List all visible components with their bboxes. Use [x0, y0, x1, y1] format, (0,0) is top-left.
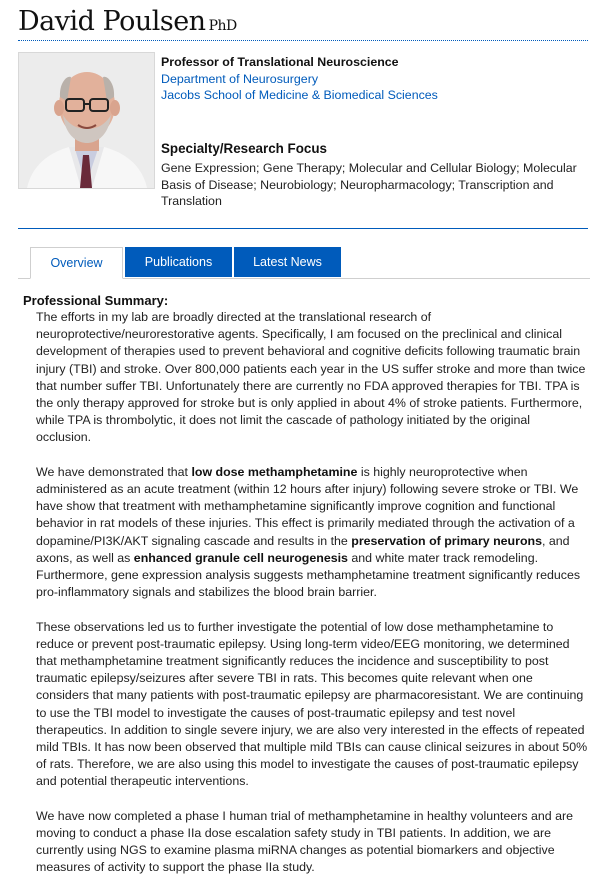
summary-paragraph-1: The efforts in my lab are broadly directed at the translational research of neuroprotective/neurorestorative agents. Specifically, I am focused on the preclinical and clinical development of therapies used to prevent behavioral and cognitive deficits following traumatic brain injury (TBI) and stroke. Over 800,000 patients each year in the US suffer stroke and more than twice that number suffer TBI. Unfortunately there are currently no FDA approved therapies for TBI. TPA is the only therapy approved for stroke but is only applied in about 4% of stroke patients. Furthermore, while TPA is thrombolytic, it does not limit the cascade of pathology initiated by the original occlusion. — [36, 310, 586, 445]
header-divider — [18, 40, 588, 41]
portrait-image — [19, 53, 154, 188]
tab-publications[interactable]: Publications — [125, 247, 232, 277]
tab-overview[interactable]: Overview — [30, 247, 123, 279]
summary-p2-bold-2: preservation of primary neurons — [351, 533, 542, 548]
profile-divider — [18, 228, 588, 229]
summary-heading: Professional Summary: — [23, 293, 169, 308]
specialty-heading: Specialty/Research Focus — [161, 140, 327, 156]
summary-p2-bold-3: enhanced granule cell neurogenesis — [133, 550, 348, 565]
summary-p2-text-a: We have demonstrated that — [36, 464, 192, 479]
summary-p2-text-c: is highly neuroprotective when administered as an acute treatment (within 12 hours after injury) following severe stroke or TBI. We have show that treatment with methamphetamine significantly improve cognition and functional behavior in rat models of these injuries. This effect is primarily mediated through the activation of a dopamine/PI3K/AKT signaling cascade and results in the — [36, 464, 579, 548]
profile-info — [161, 54, 590, 210]
profile-name-heading — [18, 6, 237, 37]
summary-paragraph-3: These observations led us to further investigate the potential of low dose methamphetamine to reduce or prevent post-traumatic epilepsy. Using long-term video/EEG monitoring, we determined that methamphetamine treatment significantly reduces the incidence and susceptibility to post traumatic epilepsy/seizures after severe TBI in rats. This becomes quite relevant when one considers that many patients with post-traumatic epilepsy are pharmacoresistant. We are continuing to use the TBI model to investigate the causes of post-traumatic epilepsy and test novel therapeutics. In addition to single severe injury, we are also very interested in the effects of repeated mild TBIs. It has now been observed that multiple mild TBIs can cause clinical seizures in about 50% of rats. Therefore, we are also using this model to investigate the causes of post-traumatic epilepsy and potential therapeutic interventions. — [36, 619, 588, 789]
profile-photo — [18, 52, 155, 189]
profile-tabs — [30, 247, 590, 278]
summary-body — [36, 309, 588, 894]
profile-title: Professor of Translational Neuroscience — [161, 55, 399, 69]
summary-p2-text-e: and white mater track remodeling. Furthermore, gene expression analysis suggests methamphetamine treatment significantly reduces pro-inflammatory signals and stabilizes the blood brain barrier. — [36, 550, 581, 600]
profile-name: David Poulsen — [18, 6, 206, 37]
school-link[interactable]: Jacobs School of Medicine & Biomedical Sciences — [161, 88, 438, 102]
department-link[interactable]: Department of Neurosurgery — [161, 71, 319, 86]
summary-p2-bold-1: low dose methamphetamine — [191, 464, 358, 479]
summary-paragraph-2 — [36, 464, 588, 602]
summary-paragraph-4: We have now completed a phase I human trial of methamphetamine in healthy volunteers and are moving to conduct a phase IIa dose escalation safety study in TBI patients. In addition, we are currently using NGS to examine plasma miRNA changes as potential biomarkers and objective measures of activity to support the phase IIa study. — [36, 808, 574, 875]
tab-latest-news[interactable]: Latest News — [234, 247, 341, 277]
profile-credential: PhD — [208, 18, 237, 34]
specialty-text: Gene Expression; Gene Therapy; Molecular and Cellular Biology; Molecular Basis of Disease; Neurobiology; Neuropharmacology; Transcription and Translation — [161, 161, 577, 208]
summary-p2-text-d: , and axons, as well as — [36, 533, 570, 565]
